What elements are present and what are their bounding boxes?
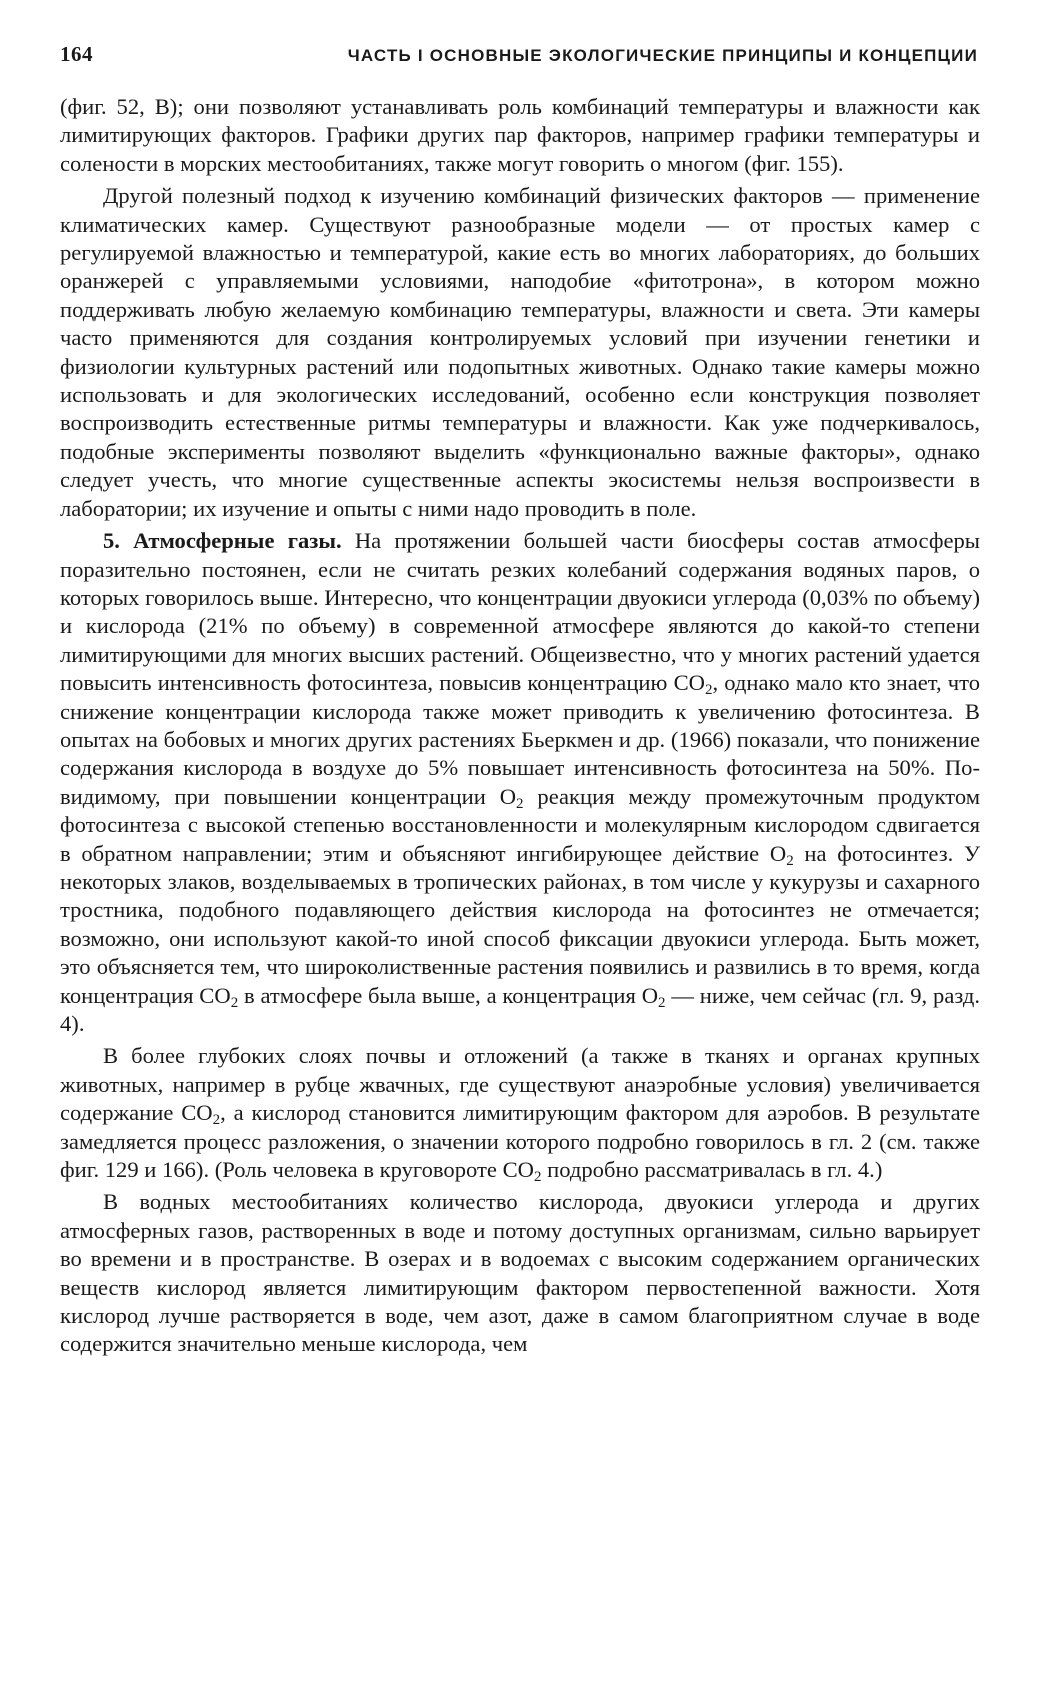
paragraph-5: В водных местообитаниях количество кислорода, двуокиси углерода и других атмосферных газов, растворенных в воде и потому доступных организмам, сильно варьирует во времени и в пространстве. В озерах и в водоемах с высоким содержанием органических веществ кислород является лимитирующим фактором первостепенной важности. Хотя кислород лучше растворяется в воде, чем азот, даже в самом благоприятном случае в воде содержится значительно меньше кислорода, чем xyxy=(60,1189,980,1357)
page-number: 164 xyxy=(60,42,93,66)
subscript-o2: 2 xyxy=(786,852,794,869)
paragraph-3-text-f: — ниже, чем сейчас (гл. 9, разд. 4). xyxy=(60,982,981,1036)
subscript-o2: 2 xyxy=(516,795,524,812)
paragraph-3 xyxy=(60,527,980,1038)
subscript-co2: 2 xyxy=(533,1169,542,1186)
subscript-co2: 2 xyxy=(704,682,713,699)
paragraph-4 xyxy=(60,1042,980,1184)
running-title: ЧАСТЬ I ОСНОВНЫЕ ЭКОЛОГИЧЕСКИЕ ПРИНЦИПЫ И КОНЦЕПЦИИ xyxy=(347,46,978,65)
book-page xyxy=(60,42,980,1359)
subscript-o2: 2 xyxy=(658,994,666,1011)
paragraph-4-text-a: В более глубоких слоях почвы и отложений (а также в тканях и органах крупных животных, например в рубце жвачных, где существуют анаэробные условия) увеличивается содержание CO xyxy=(60,1043,980,1126)
paragraph-3-text-c: реакция между промежуточным продуктом фотосинтеза с высокой степенью восстановленности и молекулярным кислородом сдвигается в обратном направлении; этим и объясняют ингибирующее действие O xyxy=(60,783,980,866)
subscript-co2: 2 xyxy=(212,1112,221,1129)
paragraph-4-text-c: подробно рассматривалась в гл. 4.) xyxy=(541,1157,883,1183)
paragraph-3-text-b: , однако мало кто знает, что снижение концентрации кислорода также может приводить к увеличению фотосинтеза. В опытах на бобовых и многих других растениях Бьеркмен и др. (1966) показали, что понижение содержания кислорода в воздухе до 5% повышает интенсивность фотосинтеза на 50%. По-видимому, при повышении концентрации O xyxy=(60,670,980,809)
section-heading-atmospheric-gases: 5. Атмосферные газы. xyxy=(103,528,342,554)
paragraph-1: (фиг. 52, В); они позволяют устанавливать роль комбинаций температуры и влажности как лимитирующих факторов. Графики других пар факторов, например графики температуры и солености в морских местообитаниях, также могут говорить о многом (фиг. 155). xyxy=(60,94,980,176)
paragraph-2: Другой полезный подход к изучению комбинаций физических факторов — применение климатических камер. Существуют разнообразные модели — от простых камер с регулируемой влажностью и температурой, какие есть во многих лабораториях, до больших оранжерей с управляемыми условиями, наподобие «фитотрона», в котором можно поддерживать любую желаемую комбинацию температуры, влажности и света. Эти камеры часто применяются для создания контролируемых условий при изучении генетики и физиологии культурных растений или подопытных животных. Однако такие камеры можно использовать и для экологических исследований, особенно если конструкция позволяет воспроизводить естественные ритмы температуры и влажности. Как уже подчеркивалось, подобные эксперименты позволяют выделить «функционально важные факторы», однако следует учесть, что многие существенные аспекты экосистемы нельзя воспроизвести в лаборатории; их изучение и опыты с ними надо проводить в поле. xyxy=(60,183,980,521)
paragraph-3-text-e: в атмосфере была выше, а концентрация O xyxy=(238,982,659,1008)
running-head xyxy=(60,42,980,67)
subscript-co2: 2 xyxy=(230,994,239,1011)
paragraph-3-text-a: На протяжении большей части биосферы состав атмосферы поразительно постоянен, если не считать резких колебаний содержания водяных паров, о которых говорилось выше. Интересно, что концентрации двуокиси углерода (0,03% по объему) и кислорода (21% по объему) в современной атмосфере являются до какой-то степени лимитирующими для многих высших растений. Общеизвестно, что у многих растений удается повысить интенсивность фотосинтеза, повысив концентрацию CO xyxy=(60,528,980,696)
paragraph-3-text-d: на фотосинтез. У некоторых злаков, возделываемых в тропических районах, в том числе у кукурузы и сахарного тростника, подобного подавляющего действия кислорода на фотосинтез не отмечается; возможно, они используют какой-то иной способ фиксации двуокиси углерода. Быть может, это объясняется тем, что широколиственные растения появились и развились в то время, когда концентрация CO xyxy=(60,840,980,1008)
paragraph-4-text-b: , а кислород становится лимитирующим фактором для аэробов. В результате замедляется процесс разложения, о значении которого подробно говорилось в гл. 2 (см. также фиг. 129 и 166). (Роль человека в круговороте CO xyxy=(60,1100,980,1183)
